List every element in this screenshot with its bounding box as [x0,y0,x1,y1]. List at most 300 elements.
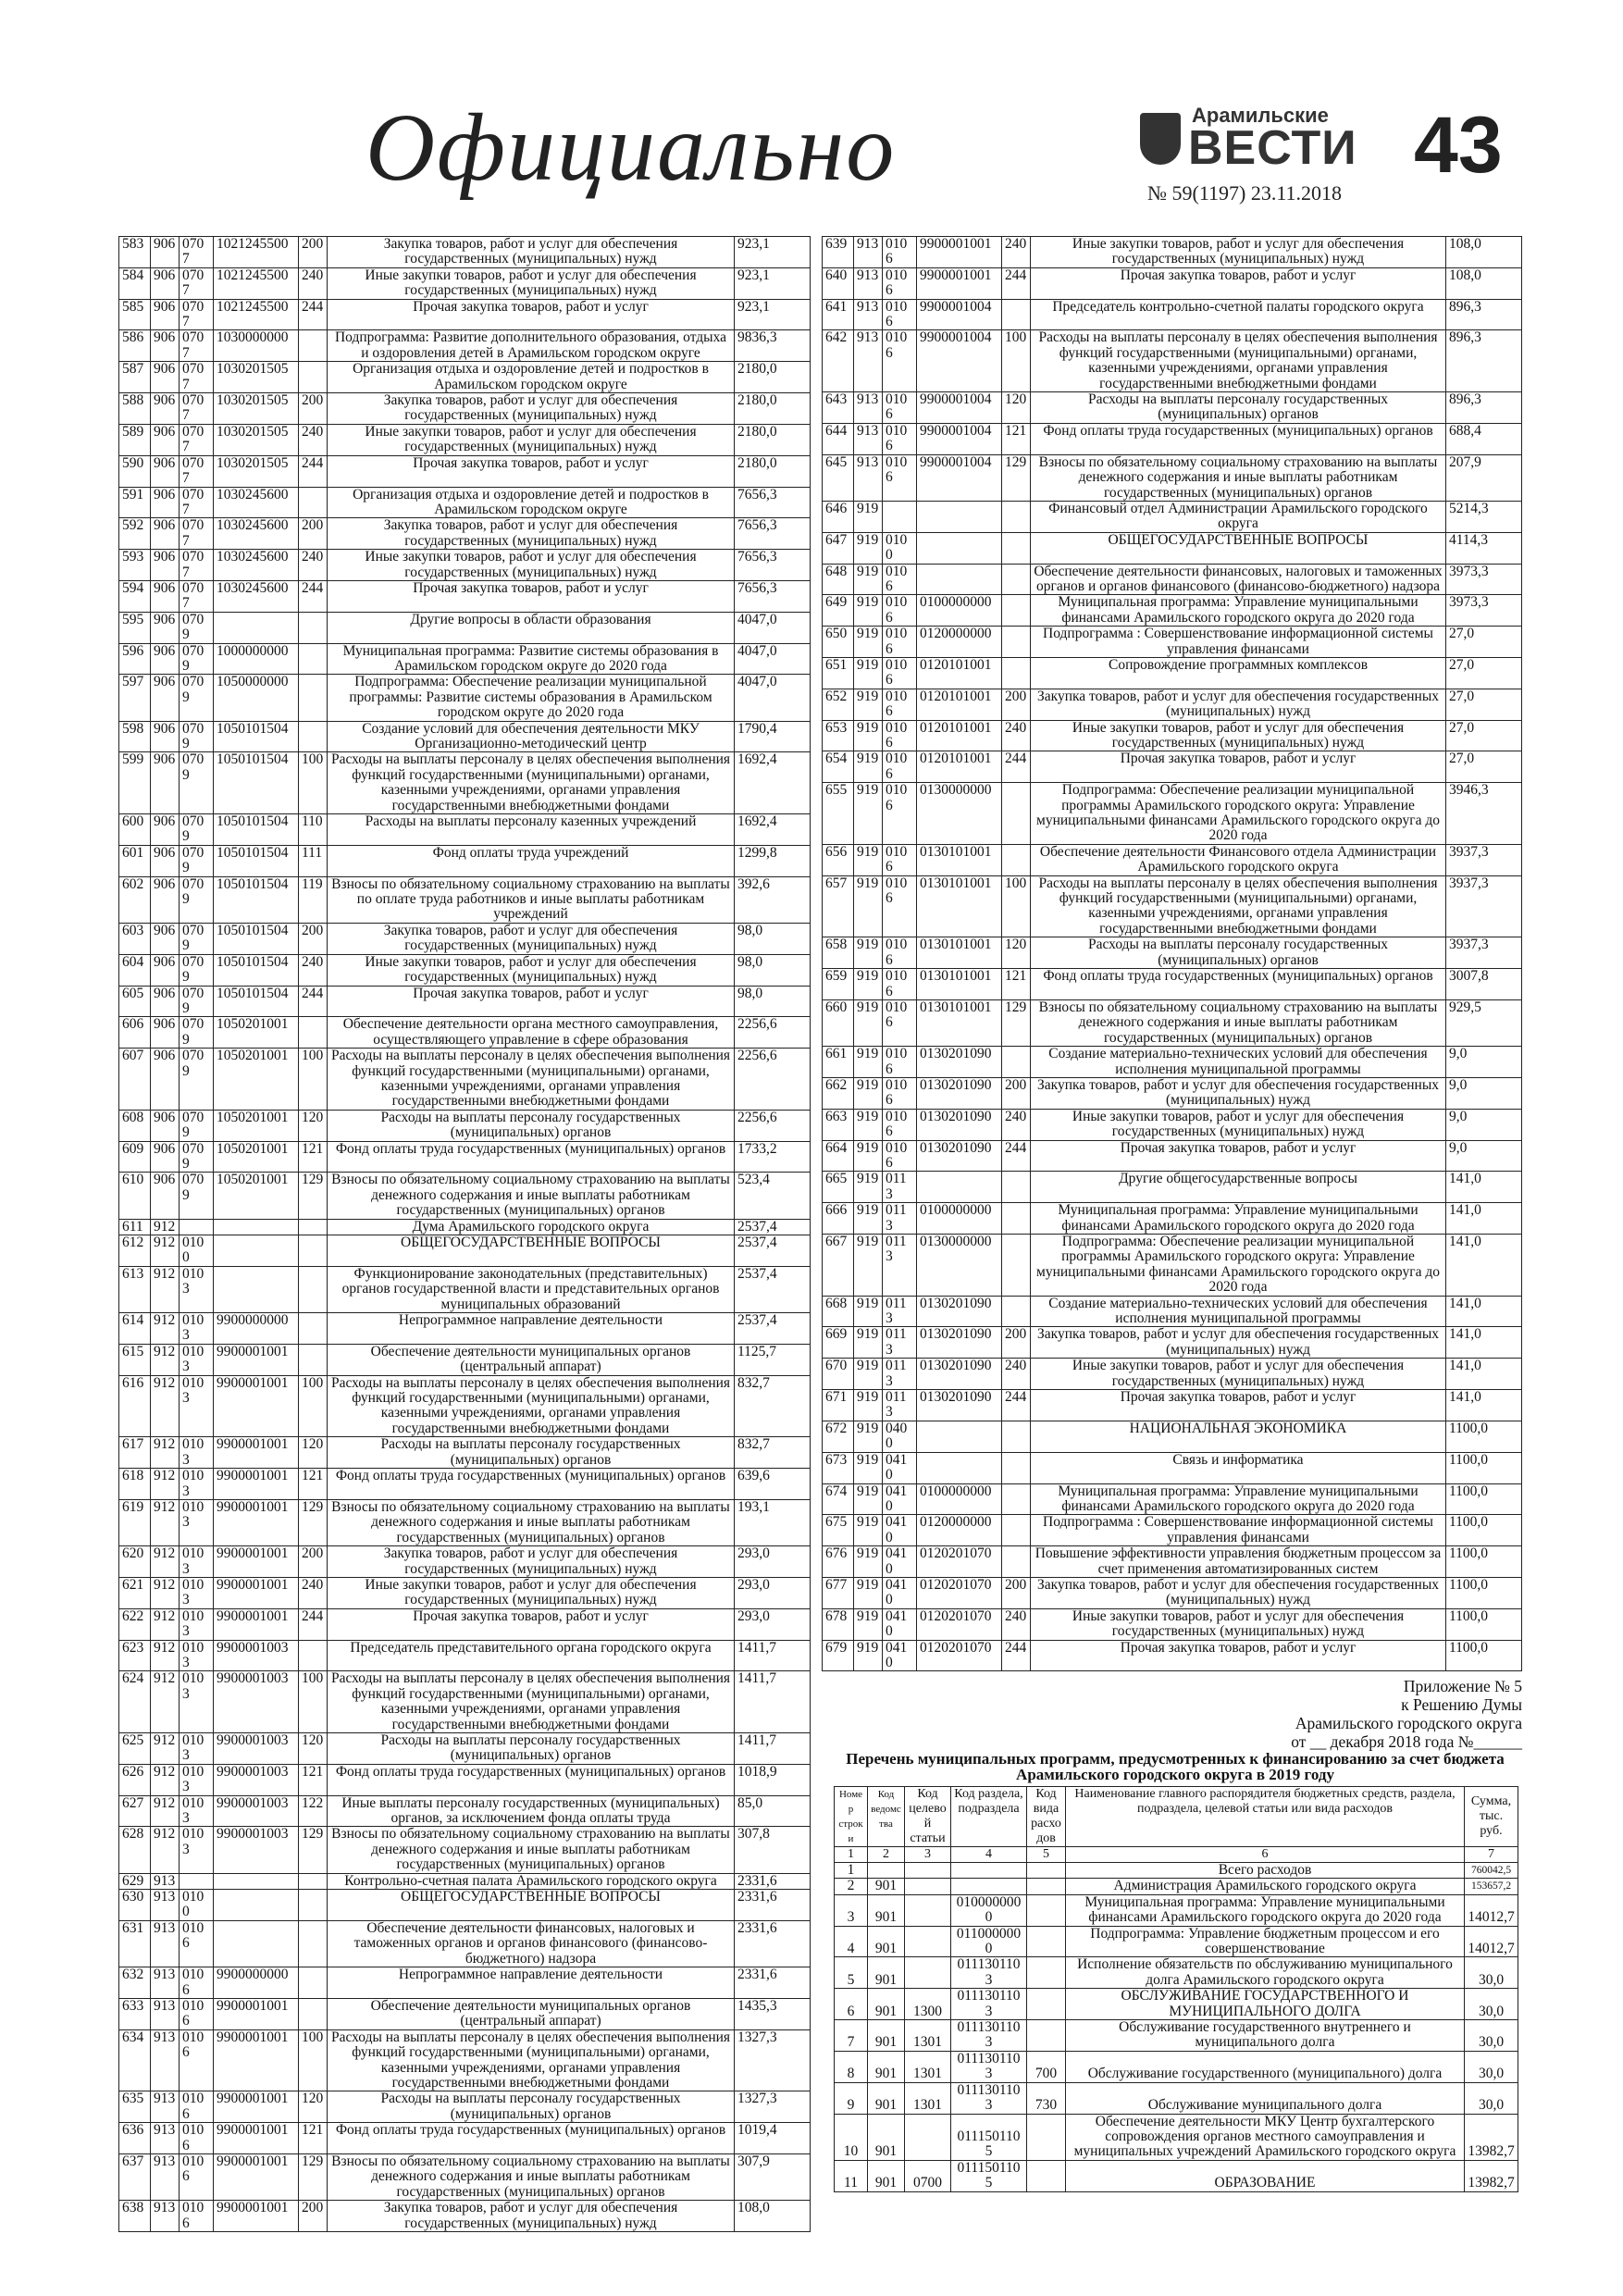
dept-code: 919 [854,1109,883,1140]
section-code: 0709 [180,721,214,752]
target-code: 9900001001 [917,237,1002,268]
section-code: 0106 [883,720,917,751]
amount: 9836,3 [735,330,811,362]
section-code: 0709 [180,752,214,814]
description: Фонд оплаты труда государственных (муниципальных) органов [1031,423,1446,454]
table-row [823,969,1522,1000]
row-number: 2 [835,1879,868,1894]
amount: 2256,6 [735,1110,811,1141]
table-row [823,1640,1522,1671]
target-code: 0120000000 [917,627,1002,658]
expense-type [1027,2114,1066,2160]
expense-type: 244 [1002,1140,1031,1172]
amount: 1411,7 [735,1733,811,1765]
section-code: 0707 [180,487,214,518]
description: Расходы на выплаты персоналу государственных (муниципальных) органов [328,1110,735,1141]
description: ОБЩЕГОСУДАРСТВЕННЫЕ ВОПРОСЫ [328,1890,735,1921]
target-code: 0120000000 [917,1515,1002,1546]
amount: 1435,3 [735,1998,811,2029]
amount: 141,0 [1446,1390,1522,1421]
dept-code: 906 [151,550,180,581]
table-row [119,393,811,425]
section-code [905,1957,951,1989]
dept-code: 913 [151,1998,180,2029]
row-number: 616 [119,1375,151,1437]
table-row [119,1967,811,1999]
amount: 929,5 [1446,999,1522,1046]
table-row [119,1110,811,1141]
expense-type [1002,1203,1031,1235]
expense-type [299,1219,328,1235]
target-code: 1050101504 [214,954,299,986]
row-number: 606 [119,1017,151,1049]
dept-code: 919 [854,501,883,532]
section-code: 0106 [883,937,917,969]
target-code: 1050101504 [214,752,299,814]
target-code: 0100000000 [917,595,1002,627]
row-number: 657 [823,875,854,937]
expense-type: 121 [1002,969,1031,1000]
section-code: 1301 [905,2051,951,2082]
expense-type [1002,1515,1031,1546]
row-number: 587 [119,362,151,393]
section-code: 0103 [180,1344,214,1375]
row-number: 656 [823,844,854,875]
amount: 1100,0 [1446,1546,1522,1578]
section-code: 0410 [883,1640,917,1671]
dept-code: 913 [151,1890,180,1921]
amount: 1100,0 [1446,1640,1522,1671]
expense-type: 244 [299,455,328,487]
table-row [823,1390,1522,1421]
description: ОБЩЕГОСУДАРСТВЕННЫЕ ВОПРОСЫ [1031,532,1446,564]
description: ОБЩЕГОСУДАРСТВЕННЫЕ ВОПРОСЫ [328,1235,735,1267]
table-row [119,1577,811,1608]
section-code: 0106 [883,657,917,689]
expense-type: 200 [299,237,328,268]
description: Создание материально-технических условий для обеспечения исполнения муниципальной программы [1031,1047,1446,1078]
row-number: 602 [119,876,151,923]
target-code: 1030201505 [214,393,299,425]
appendix-line: к Решению Думы [1401,1695,1522,1714]
description: Всего расходов [1066,1863,1465,1879]
dept-code: 912 [151,1375,180,1437]
table-row [119,1017,811,1049]
amount: 2331,6 [735,1890,811,1921]
target-code: 0130000000 [917,783,1002,845]
dept-code: 912 [151,1827,180,1873]
table-row [119,1890,811,1921]
section-code: 0707 [180,362,214,393]
description: Фонд оплаты труда учреждений [328,845,735,876]
section-code: 0106 [883,1109,917,1140]
row-number: 652 [823,689,854,720]
dept-code: 901 [868,2160,905,2191]
amount: 2537,4 [735,1235,811,1267]
target-code: 0130101001 [917,937,1002,969]
target-code [917,1421,1002,1452]
table-row [119,923,811,954]
table-row [823,1296,1522,1327]
row-number: 665 [823,1172,854,1203]
amount: 9,0 [1446,1047,1522,1078]
expense-type: 200 [299,2201,328,2232]
row-number: 653 [823,720,854,751]
section-code: 0707 [180,424,214,455]
section-code: 0106 [180,1920,214,1967]
expense-type: 129 [299,1173,328,1219]
target-code: 1050101504 [214,923,299,954]
description: Подпрограмма: Обеспечение реализации муниципальной программы Арамильского городского округа: Управление муниципальными финансами Арамильского городского округа до 2020 года [1031,783,1446,845]
target-code: 1021245500 [214,237,299,268]
row-number: 633 [119,1998,151,2029]
amount: 98,0 [735,986,811,1017]
description: Обслуживание муниципального долга [1066,2082,1465,2114]
expense-type: 244 [1002,751,1031,783]
dept-code: 912 [151,1266,180,1312]
section-code: 0410 [883,1515,917,1546]
section-code: 0709 [180,986,214,1017]
row-number: 675 [823,1515,854,1546]
amount: 1100,0 [1446,1608,1522,1640]
amount: 4047,0 [735,643,811,675]
description: Закупка товаров, работ и услуг для обеспечения государственных (муниципальных) нужд [1031,689,1446,720]
expense-type [299,675,328,721]
dept-code [868,1863,905,1879]
expense-type [1027,1926,1066,1957]
description: Прочая закупка товаров, работ и услуг [1031,751,1446,783]
page-number: 43 [1414,101,1503,190]
amount: 141,0 [1446,1327,1522,1359]
expense-type: 244 [1002,1640,1031,1671]
section-code: 0106 [883,564,917,595]
expense-type: 100 [299,2029,328,2091]
amount: 3973,3 [1446,564,1522,595]
section-code: 0709 [180,954,214,986]
section-code: 0113 [883,1296,917,1327]
dept-code: 913 [854,392,883,424]
expense-type: 240 [299,550,328,581]
dept-code: 912 [151,1577,180,1608]
dept-code: 901 [868,1989,905,2020]
amount: 98,0 [735,954,811,986]
amount: 1125,7 [735,1344,811,1375]
row-number: 598 [119,721,151,752]
table-row [835,1957,1518,1989]
table-row [119,299,811,330]
description: Подпрограмма : Совершенствование информационной системы управления финансами [1031,627,1446,658]
section-code: 0707 [180,580,214,612]
target-code: 1030245600 [214,518,299,550]
table-row [119,1375,811,1437]
section-code: 0709 [180,1017,214,1049]
amount: 2180,0 [735,362,811,393]
row-number: 677 [823,1577,854,1608]
section-code: 0113 [883,1327,917,1359]
amount: 832,7 [735,1437,811,1469]
expense-type [299,1890,328,1921]
section-code: 0103 [180,1608,214,1640]
table-row [119,1437,811,1469]
table-row [119,455,811,487]
expense-type [1002,1296,1031,1327]
row-number: 628 [119,1827,151,1873]
description: Обеспечение деятельности финансовых, налоговых и таможенных органов и органов финансового (финансово-бюджетного) надзора [1031,564,1446,595]
row-number: 674 [823,1483,854,1515]
table-row [119,1499,811,1545]
col-header: Наименование главного распорядителя бюджетных средств, раздела, подраздела, целевой статьи или вида расходов [1066,1787,1465,1847]
amount: 3007,8 [1446,969,1522,1000]
dept-code: 906 [151,752,180,814]
description: Подпрограмма : Совершенствование информационной системы управления финансами [1031,1515,1446,1546]
section-code: 0106 [883,392,917,424]
row-number: 650 [823,627,854,658]
row-number: 618 [119,1469,151,1500]
description: Закупка товаров, работ и услуг для обеспечения государственных (муниципальных) нужд [328,2201,735,2232]
row-number: 671 [823,1390,854,1421]
dept-code: 919 [854,969,883,1000]
table-row [823,844,1522,875]
amount: 30,0 [1465,2020,1518,2052]
table-row [823,1327,1522,1359]
amount: 7656,3 [735,550,811,581]
description: Взносы по обязательному социальному страхованию на выплаты денежного содержания и иные выплаты работникам государственных (муниципальных) органов [328,2153,735,2200]
table-row [119,721,811,752]
section-code [905,1894,951,1926]
section-code: 1301 [905,2020,951,2052]
amount: 923,1 [735,237,811,268]
dept-code: 919 [854,751,883,783]
target-code: 1030201505 [214,362,299,393]
amount: 13982,7 [1465,2114,1518,2160]
amount: 14012,7 [1465,1894,1518,1926]
dept-code: 919 [854,689,883,720]
description: Председатель представительного органа городского округа [328,1640,735,1671]
dept-code: 919 [854,564,883,595]
expense-type [299,1017,328,1049]
table-row [835,2051,1518,2082]
dept-code: 912 [151,1795,180,1827]
section-code: 0700 [905,2160,951,2191]
section-code: 0707 [180,299,214,330]
description: Расходы на выплаты персоналу в целях обеспечения выполнения функций государственными (муниципальными) органами, казенными учреждениями, органами управления государственными внебюджетными фондами [328,752,735,814]
target-code [214,1235,299,1267]
row-number: 660 [823,999,854,1046]
dept-code: 913 [854,454,883,501]
dept-code: 901 [868,1879,905,1894]
table-row [823,267,1522,299]
table-row [823,1359,1522,1390]
target-code: 0120201070 [917,1640,1002,1671]
row-number: 640 [823,267,854,299]
table-row [823,1172,1522,1203]
table-row [823,751,1522,783]
expense-type: 121 [299,2123,328,2154]
target-code: 9900001001 [917,267,1002,299]
section-code: 0707 [180,455,214,487]
row-number: 644 [823,423,854,454]
target-code: 1050101504 [214,814,299,846]
target-code: 0100000000 [917,1483,1002,1515]
col-number: 2 [868,1847,905,1863]
row-number: 659 [823,969,854,1000]
target-code: 0120101001 [917,657,1002,689]
description: Обслуживание государственного внутреннего и муниципального долга [1066,2020,1465,2052]
dept-code: 906 [151,986,180,1017]
section-code: 0106 [883,1077,917,1109]
table-row [119,1920,811,1967]
dept-code: 906 [151,487,180,518]
expense-type: 240 [1002,1109,1031,1140]
row-number: 619 [119,1499,151,1545]
description: Расходы на выплаты персоналу казенных учреждений [328,814,735,846]
table-row [119,424,811,455]
dept-code: 906 [151,1173,180,1219]
amount: 923,1 [735,267,811,299]
description: Расходы на выплаты персоналу государственных (муниципальных) органов [328,1437,735,1469]
expense-type [1002,1452,1031,1483]
section-code: 0103 [180,1266,214,1312]
expense-type: 700 [1027,2051,1066,2082]
description: ОБСЛУЖИВАНИЕ ГОСУДАРСТВЕННОГО И МУНИЦИПАЛЬНОГО ДОЛГА [1066,1989,1465,2020]
target-code: 9900001001 [214,1546,299,1578]
section-code: 0113 [883,1235,917,1297]
expense-type [299,1967,328,1999]
expense-type: 240 [299,267,328,299]
row-number: 645 [823,454,854,501]
amount: 639,6 [735,1469,811,1500]
description: Иные закупки товаров, работ и услуг для обеспечения государственных (муниципальных) нужд [328,954,735,986]
row-number: 4 [835,1926,868,1957]
table-row [823,1546,1522,1578]
table-row [823,392,1522,424]
description: Фонд оплаты труда государственных (муниципальных) органов [1031,969,1446,1000]
section-code: 0709 [180,814,214,846]
amount: 1790,4 [735,721,811,752]
col-number: 5 [1027,1847,1066,1863]
target-code: 1050101504 [214,986,299,1017]
expense-type: 200 [299,393,328,425]
description: Создание условий для обеспечения деятельности МКУ Организационно-методический центр [328,721,735,752]
expense-type [1027,1863,1066,1879]
dept-code: 919 [854,1235,883,1297]
amount: 923,1 [735,299,811,330]
dept-code: 906 [151,845,180,876]
description: Контрольно-счетная палата Арамильского городского округа [328,1873,735,1889]
description: Обеспечение деятельности МКУ Центр бухгалтерского сопровождения органов местного самоуправления и муниципальных учреждений Арамильского городского округа [1066,2114,1465,2160]
amount: 896,3 [1446,299,1522,330]
table-row [823,330,1522,392]
row-number: 8 [835,2051,868,2082]
amount: 293,0 [735,1546,811,1578]
table-row [119,1764,811,1795]
col-header: Номер строки [835,1787,868,1847]
row-number: 583 [119,237,151,268]
expense-type: 120 [1002,937,1031,969]
expense-type [1002,1172,1031,1203]
description: Иные закупки товаров, работ и услуг для обеспечения государственных (муниципальных) нужд [328,1577,735,1608]
amount: 1327,3 [735,2091,811,2123]
description: Расходы на выплаты персоналу государственных (муниципальных) органов [1031,392,1446,424]
table-row [119,1546,811,1578]
target-code: 1050201001 [214,1017,299,1049]
section-code: 0103 [180,1795,214,1827]
target-code: 0110000000 [951,1926,1027,1957]
section-code: 0103 [180,1764,214,1795]
expense-type: 129 [299,1827,328,1873]
section-code: 0709 [180,612,214,643]
description: Прочая закупка товаров, работ и услуг [328,455,735,487]
description: Закупка товаров, работ и услуг для обеспечения государственных (муниципальных) нужд [328,923,735,954]
section-code: 0103 [180,1546,214,1578]
target-code: 9900001004 [917,392,1002,424]
section-code: 1300 [905,1989,951,2020]
target-code: 9900001001 [214,1577,299,1608]
section-code: 0709 [180,845,214,876]
target-code: 1030201505 [214,424,299,455]
expense-type [299,1873,328,1889]
expense-type [1002,299,1031,330]
amount: 1692,4 [735,752,811,814]
section-code: 0400 [883,1421,917,1452]
amount: 1100,0 [1446,1421,1522,1452]
target-code: 0130201090 [917,1359,1002,1390]
row-number: 664 [823,1140,854,1172]
expense-type: 200 [1002,1327,1031,1359]
dept-code: 919 [854,999,883,1046]
target-code: 9900001001 [214,1437,299,1469]
row-number: 596 [119,643,151,675]
table-row [119,1640,811,1671]
row-number: 637 [119,2153,151,2200]
table-row [823,1109,1522,1140]
table-row [119,518,811,550]
target-code: 9900000000 [214,1313,299,1345]
description: Организация отдыха и оздоровление детей и подростков в Арамильском городском округе [328,362,735,393]
expense-type: 129 [299,2153,328,2200]
section-code: 0103 [180,1671,214,1733]
target-code: 9900000000 [214,1967,299,1999]
target-code: 0130201090 [917,1047,1002,1078]
description: Связь и информатика [1031,1452,1446,1483]
target-code: 0130101001 [917,844,1002,875]
header-row [835,1787,1518,1847]
description: Иные закупки товаров, работ и услуг для обеспечения государственных (муниципальных) нужд [328,267,735,299]
description: ОБРАЗОВАНИЕ [1066,2160,1465,2191]
expense-type: 244 [1002,1390,1031,1421]
amount: 760042,5 [1465,1863,1518,1879]
section-code: 0410 [883,1577,917,1608]
target-code [214,1890,299,1921]
expense-type: 121 [299,1469,328,1500]
section-code: 0100 [180,1235,214,1267]
dept-code: 919 [854,1577,883,1608]
table-row [823,1047,1522,1078]
dept-code: 906 [151,267,180,299]
expense-type [299,487,328,518]
description: Фонд оплаты труда государственных (муниципальных) органов [328,2123,735,2154]
row-number: 643 [823,392,854,424]
target-code: 1030201505 [214,455,299,487]
row-number: 6 [835,1989,868,2020]
dept-code: 919 [854,1390,883,1421]
section-code: 0103 [180,1577,214,1608]
amount: 4114,3 [1446,532,1522,564]
description: Организация отдыха и оздоровление детей и подростков в Арамильском городском округе [328,487,735,518]
amount: 27,0 [1446,720,1522,751]
col-header: Код вида расходов [1027,1787,1066,1847]
amount: 2331,6 [735,1920,811,1967]
